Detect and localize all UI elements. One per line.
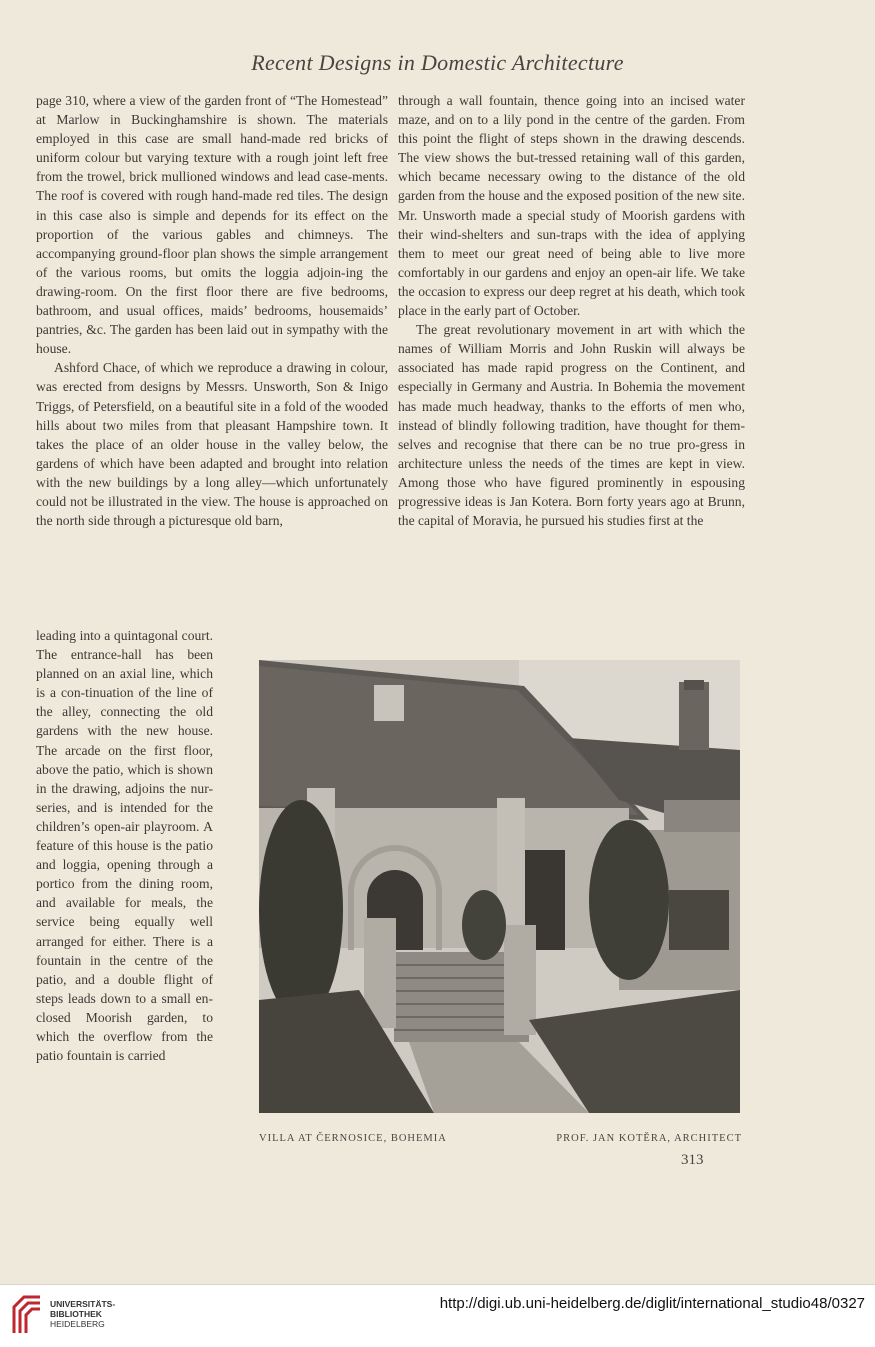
paragraph: leading into a quintagonal court. The entrance-hall has been planned on an axial line, which is a con-tinuation of the line of the alley, connecting the old gardens with the new house. The arcade on the first floor, above the patio, which is shown in the drawing, adjoins the nur-series, and is intended for the children’s open-air playroom. A feature of this house is the patio and loggia, opening through a portico from the dining room, and available for meals, the service being equally well arranged for either. There is a fountain in the centre of the patio, and a double flight of steps leads down to a small en-closed Moorish garden, to which the overflow from the patio fountain is carried bbox=[36, 628, 213, 1064]
logo-line: BIBLIOTHEK bbox=[50, 1309, 102, 1319]
villa-photograph-image bbox=[259, 660, 740, 1113]
photo-caption-title: VILLA AT ČERNOSICE, BOHEMIA bbox=[259, 1133, 447, 1144]
logo-line: HEIDELBERG bbox=[50, 1319, 105, 1329]
running-head: Recent Designs in Domestic Architecture bbox=[251, 50, 624, 75]
paragraph: The great revolutionary movement in art with which the names of William Morris and John Ruskin will always be associated has made rapid progress on the Continent, and especially in Germany and Austria. In Bohemia the movement has made much headway, thanks to the efforts of men who, instead of blindly following tradition, have thought for them-selves and recognise that there can be no true pro-gress in architecture unless the needs of the times are kept in view. Among those who have figured prominently in espousing progressive ideas is Jan Kotera. Born forty years ago at Brunn, the capital of Moravia, he pursued his studies first at the bbox=[398, 322, 745, 529]
paragraph: page 310, where a view of the garden front of “The Homestead” at Marlow in Buckinghamshire is shown. The materials employed in this case are small hand-made red bricks of uniform colour but varying texture with a rough joint left free from the trowel, brick mullioned windows and lead case-ments. The roof is covered with rough hand-made red tiles. The design in this case also is simple and depends for its effect on the proportion of the various gables and chimneys. The accompanying ground-floor plan shows the simple arrangement of the various rooms, but omits the loggia adjoin-ing the drawing-room. On the first floor there are five bedrooms, bathroom, and usual offices, maids’ bedrooms, housemaids’ pantries, &c. The garden has been laid out in sympathy with the house. bbox=[36, 93, 388, 357]
library-logo-text[interactable] bbox=[50, 1299, 115, 1329]
library-logo-icon[interactable] bbox=[10, 1293, 44, 1335]
logo-line: UNIVERSITÄTS- bbox=[50, 1299, 116, 1309]
source-url-link[interactable]: http://digi.ub.uni-heidelberg.de/diglit/international_studio48/0327 bbox=[439, 1295, 865, 1312]
left-narrow-column-text bbox=[36, 626, 213, 1065]
villa-photograph bbox=[259, 660, 740, 1113]
footer-bar bbox=[0, 1284, 875, 1347]
right-column-text bbox=[398, 91, 745, 530]
page-number: 313 bbox=[681, 1152, 704, 1168]
paragraph: Ashford Chace, of which we reproduce a drawing in colour, was erected from designs by Messrs. Unsworth, Son & Inigo Triggs, of Petersfield, on a beautiful site in a fold of the wooded hills about two miles from that pleasant Hampshire town. It takes the place of an older house in the valley below, the gardens of which have been adapted and brought into relation with the new buildings by a long alley—which unfortunately could not be illustrated in the view. The house is approached on the north side through a picturesque old barn, bbox=[36, 360, 388, 529]
photo-caption-credit: PROF. JAN KOTĚRA, ARCHITECT bbox=[556, 1133, 742, 1144]
left-column-text bbox=[36, 91, 388, 530]
paragraph: through a wall fountain, thence going into an incised water maze, and on to a lily pond in the centre of the garden. From this point the flight of steps shown in the drawing descends. The view shows the but-tressed retaining wall of this garden, which became necessary owing to the distance of the old garden from the house and the exposed position of the new site. Mr. Unsworth made a special study of Moorish gardens with their wind-shelters and sun-traps with the idea of applying them to meet our great need of being able to live more comfortably in our gardens and enjoy an open-air life. We take the occasion to express our deep regret at his death, which took place in the early part of October. bbox=[398, 93, 745, 319]
